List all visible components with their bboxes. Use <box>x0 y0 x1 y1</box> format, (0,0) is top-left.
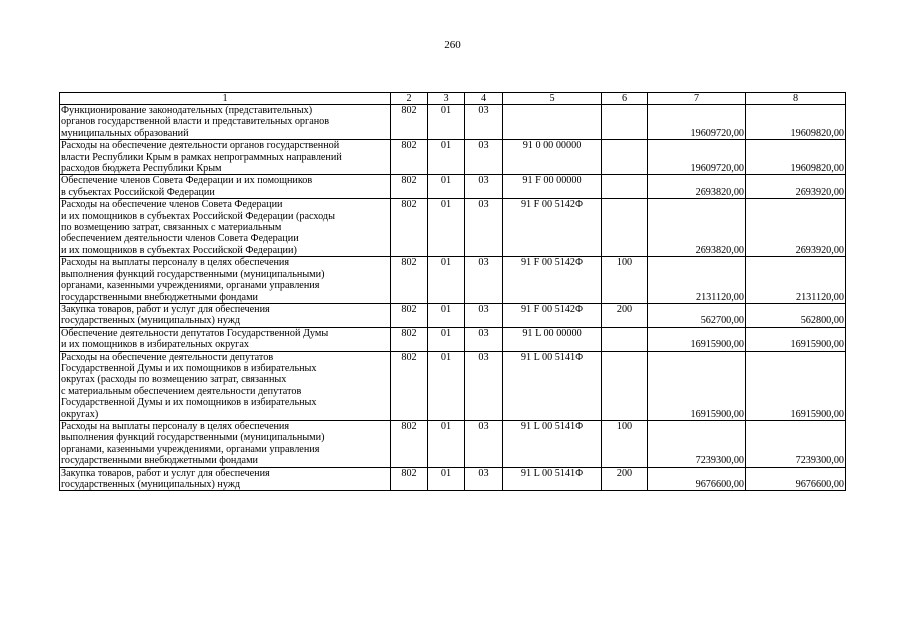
row-description <box>60 199 391 257</box>
row-description <box>60 467 391 491</box>
target-item-code: 91 F 00 5142Ф <box>503 199 602 257</box>
row-description <box>60 257 391 304</box>
description-line: органов государственной власти и представительных органов <box>61 116 330 128</box>
description-line: Обеспечение членов Совета Федерации и их помощников <box>61 175 313 187</box>
amount-col-8: 2693920,00 <box>746 199 846 257</box>
section-code: 01 <box>428 175 465 199</box>
section-code: 01 <box>428 140 465 175</box>
target-item-code: 91 F 00 5142Ф <box>503 257 602 304</box>
table-row <box>60 420 846 467</box>
subsection-code: 03 <box>465 199 503 257</box>
description-line: округах (расходы по возмещению затрат, связанных <box>61 374 287 386</box>
expense-type-code <box>602 105 648 140</box>
amount-col-8: 16915900,00 <box>746 351 846 420</box>
ministry-code: 802 <box>391 420 428 467</box>
target-item-code: 91 F 00 5142Ф <box>503 303 602 327</box>
description-line: Функционирование законодательных (представительных) <box>61 105 313 116</box>
amount-col-7: 2693820,00 <box>648 199 746 257</box>
description-line: Расходы на обеспечение членов Совета Федерации <box>61 199 283 211</box>
ministry-code: 802 <box>391 199 428 257</box>
table-row <box>60 140 846 175</box>
section-code: 01 <box>428 351 465 420</box>
row-description <box>60 303 391 327</box>
target-item-code <box>503 105 602 140</box>
section-code: 01 <box>428 105 465 140</box>
expense-type-code: 200 <box>602 467 648 491</box>
target-item-code: 91 L 00 5141Ф <box>503 351 602 420</box>
amount-col-7: 19609720,00 <box>648 140 746 175</box>
description-line: органами, казенными учреждениями, органами управления <box>61 280 320 292</box>
expense-type-code <box>602 327 648 351</box>
column-header: 7 <box>648 93 746 105</box>
row-description <box>60 351 391 420</box>
subsection-code: 03 <box>465 327 503 351</box>
subsection-code: 03 <box>465 140 503 175</box>
amount-col-7: 562700,00 <box>648 303 746 327</box>
subsection-code: 03 <box>465 351 503 420</box>
section-code: 01 <box>428 303 465 327</box>
description-line: государственными внебюджетными фондами <box>61 455 258 467</box>
page-number: 260 <box>444 39 461 51</box>
expense-type-code <box>602 175 648 199</box>
description-line: Расходы на обеспечение деятельности органов государственной <box>61 140 340 152</box>
table-row <box>60 351 846 420</box>
subsection-code: 03 <box>465 303 503 327</box>
description-line: муниципальных образований <box>61 127 189 139</box>
table-row <box>60 257 846 304</box>
description-line: с материальным обеспечением деятельности депутатов <box>61 385 302 397</box>
description-line: государственных (муниципальных) нужд <box>61 479 241 490</box>
row-description <box>60 140 391 175</box>
expense-type-code: 100 <box>602 420 648 467</box>
description-line: выполнения функций государственными (муниципальными) <box>61 268 325 280</box>
description-line: расходов бюджета Республики Крым <box>61 163 222 175</box>
amount-col-7: 9676600,00 <box>648 467 746 491</box>
description-line: и их помощников в субъектах Российской Федерации (расходы <box>61 210 335 222</box>
amount-col-7: 2693820,00 <box>648 175 746 199</box>
budget-table <box>59 92 846 491</box>
column-header: 4 <box>465 93 503 105</box>
column-header: 8 <box>746 93 846 105</box>
amount-col-8: 2693920,00 <box>746 175 846 199</box>
description-line: Закупка товаров, работ и услуг для обеспечения <box>61 467 270 479</box>
description-line: Обеспечение деятельности депутатов Государственной Думы <box>61 327 329 339</box>
amount-col-8: 7239300,00 <box>746 420 846 467</box>
amount-col-7: 19609720,00 <box>648 105 746 140</box>
column-header: 6 <box>602 93 648 105</box>
section-code: 01 <box>428 420 465 467</box>
target-item-code: 91 L 00 5141Ф <box>503 467 602 491</box>
description-line: власти Республики Крым в рамках непрограммных направлений <box>61 151 342 163</box>
description-line: выполнения функций государственными (муниципальными) <box>61 432 325 444</box>
description-line: государственными внебюджетными фондами <box>61 291 258 303</box>
subsection-code: 03 <box>465 105 503 140</box>
section-code: 01 <box>428 257 465 304</box>
description-line: обеспечением деятельности членов Совета Федерации <box>61 233 299 245</box>
ministry-code: 802 <box>391 140 428 175</box>
expense-type-code: 200 <box>602 303 648 327</box>
target-item-code: 91 L 00 5141Ф <box>503 420 602 467</box>
target-item-code: 91 0 00 00000 <box>503 140 602 175</box>
description-line: Расходы на выплаты персоналу в целях обеспечения <box>61 420 290 432</box>
amount-col-8: 9676600,00 <box>746 467 846 491</box>
target-item-code: 91 L 00 00000 <box>503 327 602 351</box>
description-line: Государственной Думы и их помощников в избирательных <box>61 397 317 409</box>
description-line: Государственной Думы и их помощников в избирательных <box>61 362 317 374</box>
ministry-code: 802 <box>391 351 428 420</box>
ministry-code: 802 <box>391 303 428 327</box>
amount-col-8: 2131120,00 <box>746 257 846 304</box>
ministry-code: 802 <box>391 327 428 351</box>
amount-col-8: 19609820,00 <box>746 105 846 140</box>
subsection-code: 03 <box>465 175 503 199</box>
column-header: 3 <box>428 93 465 105</box>
section-code: 01 <box>428 327 465 351</box>
expense-type-code <box>602 199 648 257</box>
description-line: и их помощников в субъектах Российской Федерации) <box>61 244 297 256</box>
description-line: по возмещению затрат, связанных с материальным <box>61 222 282 234</box>
subsection-code: 03 <box>465 420 503 467</box>
table-row <box>60 105 846 140</box>
table-row <box>60 303 846 327</box>
section-code: 01 <box>428 467 465 491</box>
amount-col-7: 2131120,00 <box>648 257 746 304</box>
description-line: и их помощников в избирательных округах <box>61 339 249 351</box>
section-code: 01 <box>428 199 465 257</box>
table-row <box>60 327 846 351</box>
amount-col-7: 7239300,00 <box>648 420 746 467</box>
table-row <box>60 175 846 199</box>
expense-type-code <box>602 351 648 420</box>
description-line: государственных (муниципальных) нужд <box>61 315 241 327</box>
amount-col-8: 16915900,00 <box>746 327 846 351</box>
target-item-code: 91 F 00 00000 <box>503 175 602 199</box>
amount-col-7: 16915900,00 <box>648 327 746 351</box>
amount-col-8: 562800,00 <box>746 303 846 327</box>
expense-type-code: 100 <box>602 257 648 304</box>
column-header: 2 <box>391 93 428 105</box>
column-header-row <box>60 93 846 105</box>
column-header: 5 <box>503 93 602 105</box>
ministry-code: 802 <box>391 105 428 140</box>
description-line: Закупка товаров, работ и услуг для обеспечения <box>61 303 270 315</box>
description-line: Расходы на обеспечение деятельности депутатов <box>61 351 274 363</box>
description-line: органами, казенными учреждениями, органами управления <box>61 443 320 455</box>
description-line: Расходы на выплаты персоналу в целях обеспечения <box>61 257 290 269</box>
amount-col-8: 19609820,00 <box>746 140 846 175</box>
table-row <box>60 199 846 257</box>
ministry-code: 802 <box>391 257 428 304</box>
row-description <box>60 420 391 467</box>
ministry-code: 802 <box>391 175 428 199</box>
table-row <box>60 467 846 491</box>
ministry-code: 802 <box>391 467 428 491</box>
amount-col-7: 16915900,00 <box>648 351 746 420</box>
column-header: 1 <box>60 93 391 105</box>
row-description <box>60 105 391 140</box>
description-line: в субъектах Российской Федерации <box>61 186 215 198</box>
expense-type-code <box>602 140 648 175</box>
subsection-code: 03 <box>465 257 503 304</box>
row-description <box>60 175 391 199</box>
description-line: округах) <box>61 408 99 420</box>
subsection-code: 03 <box>465 467 503 491</box>
row-description <box>60 327 391 351</box>
